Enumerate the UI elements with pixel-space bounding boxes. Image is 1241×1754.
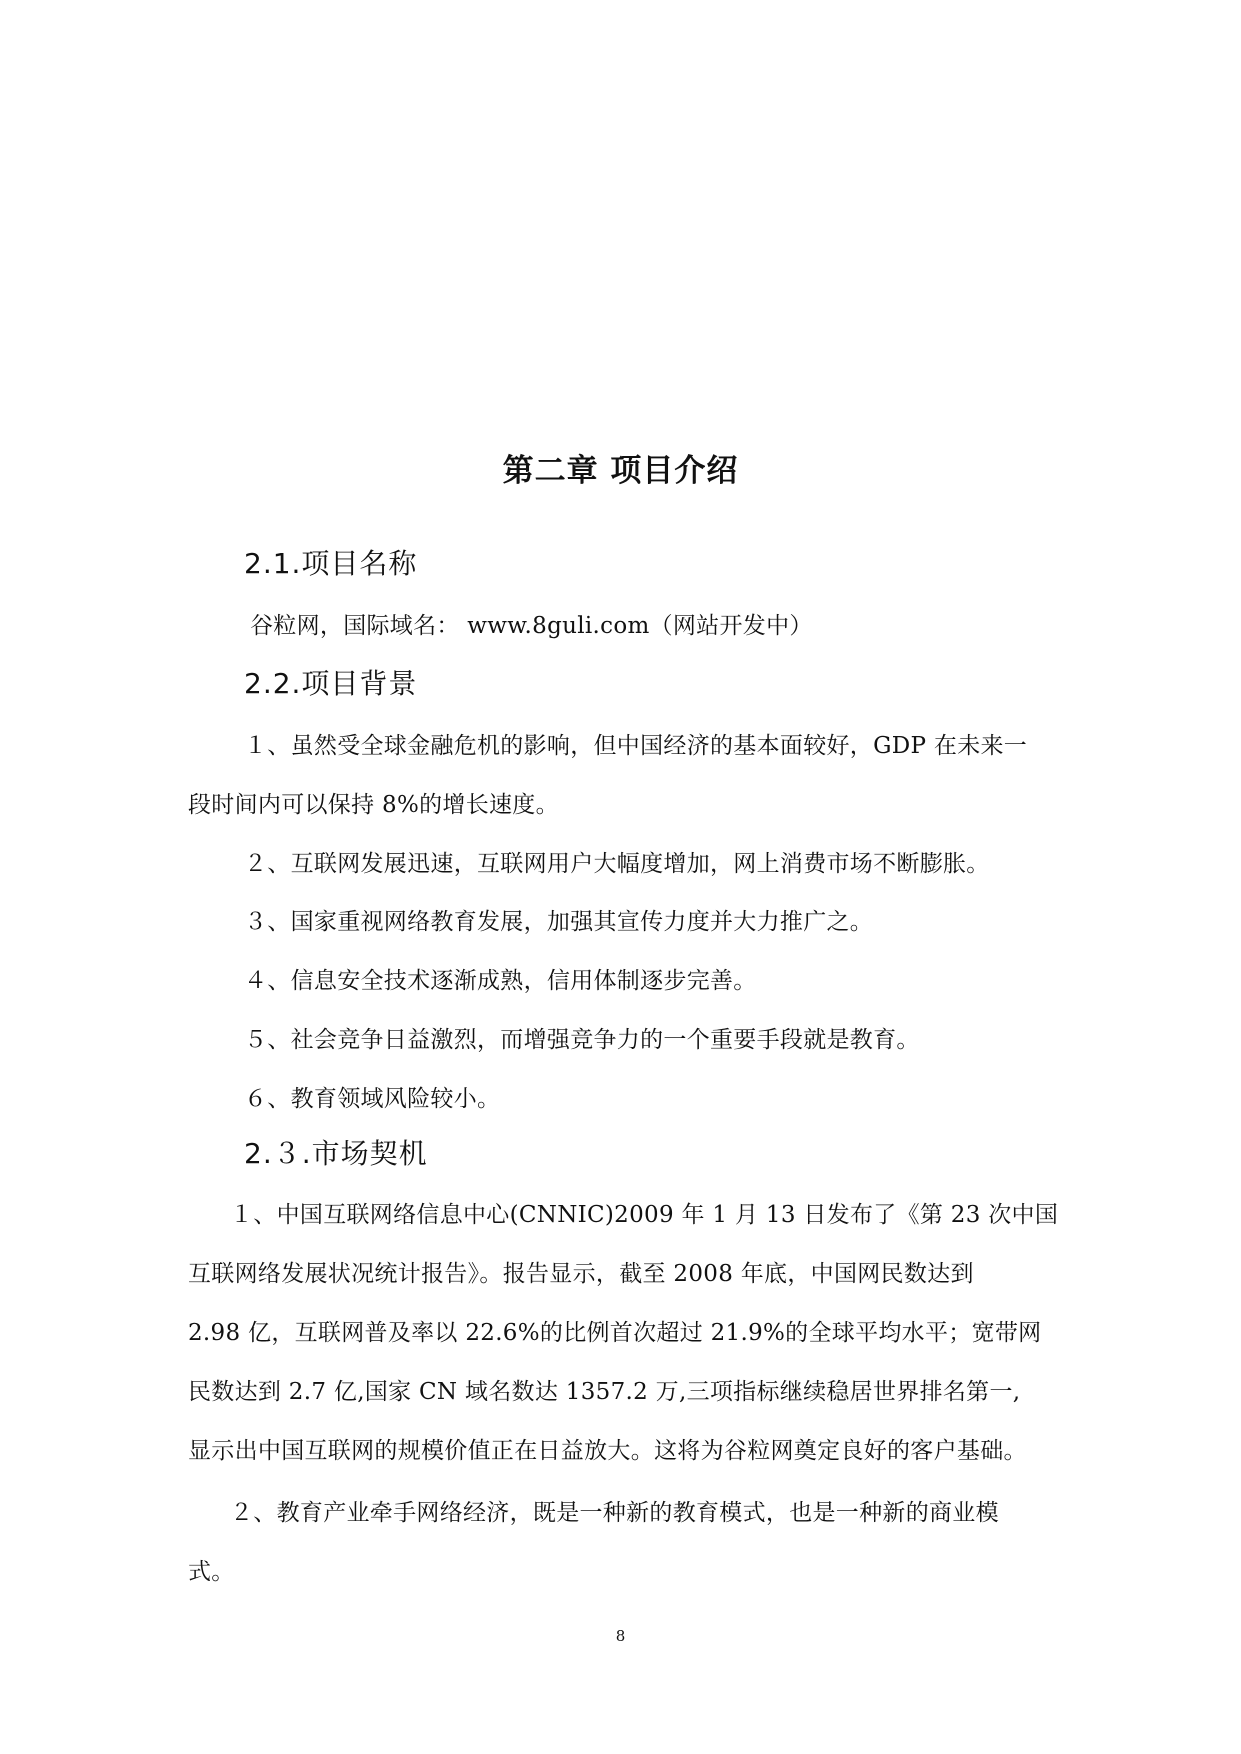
market-paragraph-1-line-3: 2.98 亿，互联网普及率以 22.6%的比例首次超过 21.9%的全球平均水平；宽带网	[188, 1320, 1042, 1346]
chapter-title: 第二章 项目介绍	[502, 453, 739, 489]
background-item-3: ３、国家重视网络教育发展，加强其宣传力度并大力推广之。	[244, 909, 874, 935]
market-paragraph-1-line-4: 民数达到 2.7 亿,国家 CN 域名数达 1357.2 万,三项指标继续稳居世界排名第一,	[188, 1379, 1021, 1405]
background-item-1-line-2: 段时间内可以保持 8%的增长速度。	[188, 792, 559, 818]
page-number: 8	[615, 1627, 626, 1645]
market-paragraph-1-line-1: １、中国互联网络信息中心(CNNIC)2009 年 1 月 13 日发布了《第 23 次中国	[230, 1202, 1059, 1228]
market-paragraph-2-line-2: 式。	[188, 1559, 235, 1585]
market-paragraph-1-line-2: 互联网络发展状况统计报告》。报告显示，截至 2008 年底，中国网民数达到	[188, 1261, 974, 1287]
section-heading-market-opportunity: 2.３.市场契机	[244, 1137, 428, 1170]
market-paragraph-1-line-5: 显示出中国互联网的规模价值正在日益放大。这将为谷粒网奠定良好的客户基础。	[188, 1438, 1027, 1464]
section-heading-project-name: 2.1.项目名称	[244, 547, 418, 580]
background-item-2: ２、互联网发展迅速，互联网用户大幅度增加，网上消费市场不断膨胀。	[244, 851, 990, 877]
background-item-4: ４、信息安全技术逐渐成熟，信用体制逐步完善。	[244, 968, 757, 994]
market-paragraph-2-line-1: ２、教育产业牵手网络经济，既是一种新的教育模式，也是一种新的商业模	[230, 1500, 999, 1526]
background-item-5: ５、社会竞争日益激烈，而增强竞争力的一个重要手段就是教育。	[244, 1027, 920, 1053]
project-name-text: 谷粒网，国际域名： www.8guli.com（网站开发中）	[250, 613, 813, 639]
background-item-6: ６、教育领域风险较小。	[244, 1086, 501, 1112]
section-heading-background: 2.2.项目背景	[244, 667, 418, 700]
background-item-1-line-1: １、虽然受全球金融危机的影响，但中国经济的基本面较好，GDP 在未来一	[244, 733, 1028, 759]
